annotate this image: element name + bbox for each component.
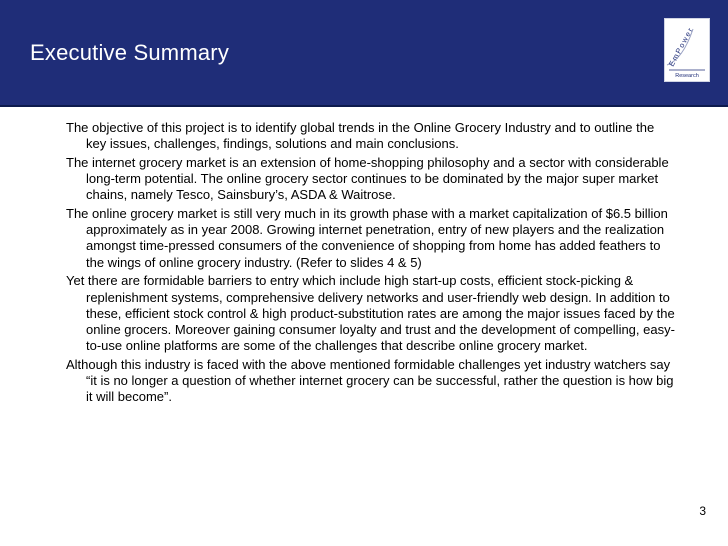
summary-paragraph-growth-phase: The online grocery market is still very much in its growth phase with a market capitalization of $6.5 billion approximately as in year 2008. Growing internet penetration, entry of new players and the realization amongst time-pressed consumers of the convenience of shopping from home has added feathers to the wings of online grocery industry. (Refer to slides 4 & 5)	[66, 206, 668, 270]
summary-content	[66, 120, 676, 408]
logo-graphic	[665, 19, 709, 81]
summary-paragraph-conclusion: Although this industry is faced with the above mentioned formidable challenges yet industry watchers say “it is no longer a question of whether internet grocery can be successful, rather the question is how big it will become”.	[66, 356, 674, 405]
logo-text-research: Research	[675, 73, 699, 79]
slide-title: Executive Summary	[30, 40, 230, 65]
summary-paragraph-market-extension: The internet grocery market is an extension of home-shopping philosophy and a sector with considerable long-term potential. The online grocery sector continues to be dominated by the major super market chains, namely Tesco, Sainsbury’s, ASDA & Waitrose.	[66, 154, 669, 203]
summary-paragraph-barriers: Yet there are formidable barriers to entry which include high start-up costs, efficient stock-picking & replenishment systems, comprehensive delivery networks and user-friendly web design. In addition to these, efficient stock control & high product-substitution rates are among the major issues faced by the online grocers. Moreover gaining consumer loyalty and trust and the development of compelling, easy-to-use online platforms are some of the challenges that describe online grocery market.	[66, 273, 675, 354]
summary-paragraph-objective: The objective of this project is to identify global trends in the Online Grocery Industry and to outline the key issues, challenges, findings, solutions and main conclusions.	[66, 120, 655, 152]
header-bar	[0, 0, 728, 107]
empower-research-logo	[664, 18, 710, 82]
logo-text-empower: EmPower	[666, 25, 696, 68]
page-number: 3	[699, 504, 706, 518]
